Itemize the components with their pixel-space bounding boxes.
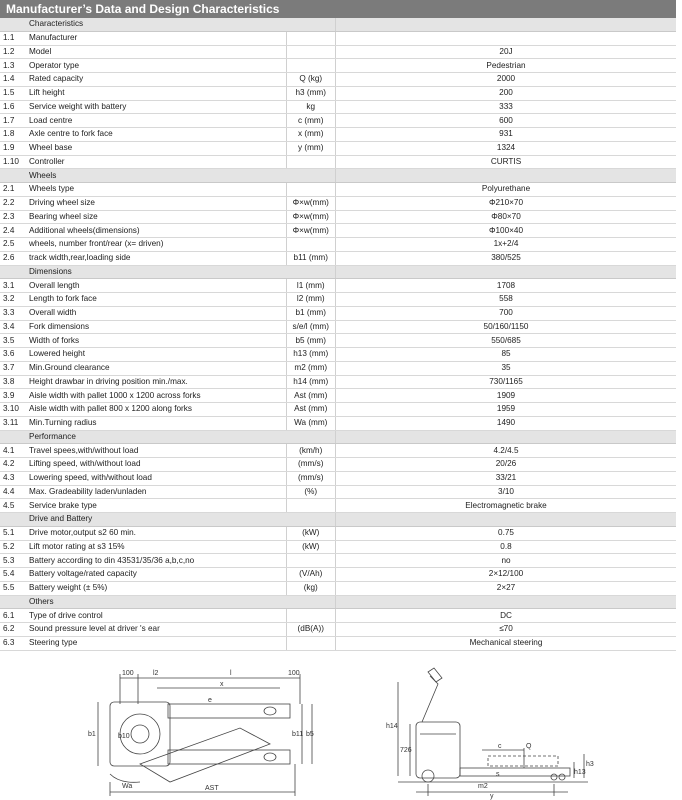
dim-b11: b11 (292, 731, 304, 738)
row-parameter: Bearing wheel size (26, 210, 286, 224)
dim-100-left: 100 (122, 670, 134, 677)
row-number: 4.5 (0, 499, 26, 513)
row-unit (286, 183, 336, 197)
row-value: 333 (336, 100, 677, 114)
dim-m2: m2 (478, 783, 488, 790)
row-value: no (336, 554, 677, 568)
row-value: 50/160/1150 (336, 320, 677, 334)
row-unit: (V/Ah) (286, 568, 336, 582)
row-parameter: Travel spees,with/without load (26, 444, 286, 458)
row-number: 4.3 (0, 471, 26, 485)
table-row (0, 306, 676, 320)
row-unit (286, 59, 336, 73)
table-row (0, 31, 676, 45)
row-unit: (mm/s) (286, 471, 336, 485)
row-parameter: Lift height (26, 86, 286, 100)
row-parameter: Width of forks (26, 334, 286, 348)
row-value: ≤70 (336, 623, 677, 637)
row-unit: (dB(A)) (286, 623, 336, 637)
row-parameter: Fork dimensions (26, 320, 286, 334)
dim-h3: h3 (586, 761, 594, 768)
row-number: 3.6 (0, 348, 26, 362)
row-number: 6.3 (0, 636, 26, 650)
section-title: Wheels (26, 169, 286, 183)
technical-drawings (0, 664, 682, 800)
row-number: 2.4 (0, 224, 26, 238)
dim-h13: h13 (574, 769, 586, 776)
row-unit: (kW) (286, 540, 336, 554)
row-value: Φ210×70 (336, 196, 677, 210)
dim-ast: AST (205, 785, 219, 792)
table-row (0, 210, 676, 224)
table-row (0, 196, 676, 210)
row-value: Mechanical steering (336, 636, 677, 650)
dim-c: c (498, 743, 502, 750)
row-value: 1324 (336, 141, 677, 155)
row-number: 3.3 (0, 306, 26, 320)
row-parameter: Overall width (26, 306, 286, 320)
row-unit: Φ×w(mm) (286, 196, 336, 210)
row-unit (286, 554, 336, 568)
row-number: 6.2 (0, 623, 26, 637)
row-number: 1.8 (0, 128, 26, 142)
row-value: 33/21 (336, 471, 677, 485)
table-row (0, 86, 676, 100)
row-unit: l1 (mm) (286, 279, 336, 293)
row-value: 2×12/100 (336, 568, 677, 582)
row-unit: x (mm) (286, 128, 336, 142)
row-number: 5.2 (0, 540, 26, 554)
row-unit: Φ×w(mm) (286, 224, 336, 238)
row-value: Polyurethane (336, 183, 677, 197)
row-parameter: track width,rear,loading side (26, 251, 286, 265)
row-value: Φ100×40 (336, 224, 677, 238)
table-row (0, 361, 676, 375)
section-spacer (336, 513, 677, 527)
row-parameter: Driving wheel size (26, 196, 286, 210)
row-value: 931 (336, 128, 677, 142)
row-parameter: Controller (26, 155, 286, 169)
row-number: 3.5 (0, 334, 26, 348)
row-unit: h13 (mm) (286, 348, 336, 362)
section-spacer (286, 513, 336, 527)
row-unit: (%) (286, 485, 336, 499)
row-parameter: Lowering speed, with/without load (26, 471, 286, 485)
row-parameter: Additional wheels(dimensions) (26, 224, 286, 238)
row-parameter: Battery voltage/rated capacity (26, 568, 286, 582)
dim-l: l (230, 670, 232, 677)
row-value: 3/10 (336, 485, 677, 499)
row-value: 20/26 (336, 458, 677, 472)
row-parameter: Aisle width with pallet 800 x 1200 along forks (26, 403, 286, 417)
row-number: 6.1 (0, 609, 26, 623)
table-row (0, 183, 676, 197)
table-row (0, 609, 676, 623)
section-spacer (336, 595, 677, 609)
section-spacer (286, 265, 336, 279)
table-row (0, 279, 676, 293)
row-number: 3.10 (0, 403, 26, 417)
row-number: 1.10 (0, 155, 26, 169)
row-parameter: Wheel base (26, 141, 286, 155)
dim-y: y (490, 793, 494, 800)
row-unit: l2 (mm) (286, 293, 336, 307)
spec-table (0, 18, 676, 651)
row-parameter: Overall length (26, 279, 286, 293)
row-parameter: Battery weight (± 5%) (26, 581, 286, 595)
section-header-row (0, 430, 676, 444)
section-spacer (336, 265, 677, 279)
row-parameter: Min.Turning radius (26, 416, 286, 430)
table-row (0, 499, 676, 513)
row-number: 2.1 (0, 183, 26, 197)
row-number: 3.7 (0, 361, 26, 375)
row-value: 730/1165 (336, 375, 677, 389)
row-parameter: Max. Gradeability laden/unladen (26, 485, 286, 499)
row-number: 4.1 (0, 444, 26, 458)
row-value: CURTIS (336, 155, 677, 169)
table-row (0, 485, 676, 499)
table-row (0, 375, 676, 389)
section-spacer (286, 169, 336, 183)
table-row (0, 73, 676, 87)
table-row (0, 526, 676, 540)
section-spacer (0, 169, 26, 183)
row-unit (286, 499, 336, 513)
row-number: 4.2 (0, 458, 26, 472)
row-parameter: Length to fork face (26, 293, 286, 307)
row-number: 5.4 (0, 568, 26, 582)
section-header-row (0, 265, 676, 279)
row-parameter: Lowered height (26, 348, 286, 362)
row-unit: m2 (mm) (286, 361, 336, 375)
row-unit (286, 238, 336, 252)
section-title: Characteristics (26, 18, 286, 31)
row-parameter: Service weight with battery (26, 100, 286, 114)
table-row (0, 100, 676, 114)
row-parameter: Service brake type (26, 499, 286, 513)
table-row (0, 114, 676, 128)
table-row (0, 224, 676, 238)
row-value: 20J (336, 45, 677, 59)
table-row (0, 251, 676, 265)
row-number: 3.1 (0, 279, 26, 293)
row-value: Φ80×70 (336, 210, 677, 224)
table-row (0, 238, 676, 252)
table-row (0, 141, 676, 155)
section-title: Dimensions (26, 265, 286, 279)
section-title: Performance (26, 430, 286, 444)
row-number: 5.5 (0, 581, 26, 595)
row-parameter: Lift motor rating at s3 15% (26, 540, 286, 554)
row-unit: c (mm) (286, 114, 336, 128)
row-number: 1.1 (0, 31, 26, 45)
section-header-row (0, 513, 676, 527)
row-unit: Φ×w(mm) (286, 210, 336, 224)
side-view-drawing (378, 664, 608, 800)
row-unit: (kW) (286, 526, 336, 540)
section-spacer (336, 169, 677, 183)
dim-b1: b1 (88, 731, 96, 738)
table-row (0, 636, 676, 650)
table-row (0, 403, 676, 417)
row-unit: Q (kg) (286, 73, 336, 87)
dim-l2: l2 (153, 670, 159, 677)
row-number: 1.6 (0, 100, 26, 114)
row-parameter: Manufacturer (26, 31, 286, 45)
row-number: 2.3 (0, 210, 26, 224)
table-row (0, 128, 676, 142)
table-row (0, 45, 676, 59)
table-row (0, 444, 676, 458)
section-spacer (0, 265, 26, 279)
section-spacer (286, 18, 336, 31)
row-unit: h3 (mm) (286, 86, 336, 100)
row-value: 558 (336, 293, 677, 307)
row-number: 3.4 (0, 320, 26, 334)
section-spacer (0, 430, 26, 444)
section-header-row (0, 169, 676, 183)
row-value: 85 (336, 348, 677, 362)
dim-x: x (220, 681, 224, 688)
row-number: 1.7 (0, 114, 26, 128)
row-parameter: Type of drive control (26, 609, 286, 623)
section-spacer (0, 18, 26, 31)
row-unit: b1 (mm) (286, 306, 336, 320)
row-value (336, 31, 677, 45)
row-parameter: Sound pressure level at driver 's ear (26, 623, 286, 637)
table-row (0, 416, 676, 430)
section-spacer (336, 430, 677, 444)
row-parameter: Model (26, 45, 286, 59)
table-row (0, 471, 676, 485)
table-row (0, 348, 676, 362)
row-value: 0.75 (336, 526, 677, 540)
row-number: 4.4 (0, 485, 26, 499)
spec-table-body (0, 18, 676, 650)
row-value: 600 (336, 114, 677, 128)
section-spacer (286, 430, 336, 444)
row-value: 550/685 (336, 334, 677, 348)
row-value: 200 (336, 86, 677, 100)
row-value: 2×27 (336, 581, 677, 595)
row-parameter: Steering type (26, 636, 286, 650)
row-value: 1x+2/4 (336, 238, 677, 252)
row-number: 5.1 (0, 526, 26, 540)
row-value: 2000 (336, 73, 677, 87)
row-number: 2.5 (0, 238, 26, 252)
row-parameter: Operator type (26, 59, 286, 73)
row-unit: y (mm) (286, 141, 336, 155)
table-row (0, 554, 676, 568)
section-title: Others (26, 595, 286, 609)
row-number: 2.2 (0, 196, 26, 210)
page-title: Manufacturer’s Data and Design Characteristics (0, 0, 676, 18)
row-unit (286, 636, 336, 650)
row-value: 700 (336, 306, 677, 320)
row-unit: kg (286, 100, 336, 114)
row-number: 3.2 (0, 293, 26, 307)
row-unit (286, 609, 336, 623)
section-header-row (0, 18, 676, 31)
row-parameter: Axle centre to fork face (26, 128, 286, 142)
section-header-row (0, 595, 676, 609)
table-row (0, 581, 676, 595)
dim-100-right: 100 (288, 670, 300, 677)
row-number: 3.8 (0, 375, 26, 389)
table-row (0, 320, 676, 334)
top-view-drawing (80, 664, 410, 800)
row-number: 1.5 (0, 86, 26, 100)
dim-726: 726 (400, 747, 412, 754)
row-parameter: Drive motor,output s2 60 min. (26, 526, 286, 540)
dim-b5: b5 (306, 731, 314, 738)
row-unit (286, 31, 336, 45)
section-spacer (0, 513, 26, 527)
section-spacer (0, 595, 26, 609)
row-value: 0.8 (336, 540, 677, 554)
table-row (0, 59, 676, 73)
table-row (0, 458, 676, 472)
row-unit: b5 (mm) (286, 334, 336, 348)
table-row (0, 568, 676, 582)
table-row (0, 155, 676, 169)
dim-s: s (496, 771, 500, 778)
row-parameter: Lifting speed, with/without load (26, 458, 286, 472)
dim-q: Q (526, 743, 532, 750)
table-row (0, 623, 676, 637)
row-parameter: Height drawbar in driving position min./max. (26, 375, 286, 389)
row-value: Electromagnetic brake (336, 499, 677, 513)
row-unit: (km/h) (286, 444, 336, 458)
row-unit: Ast (mm) (286, 403, 336, 417)
row-unit (286, 45, 336, 59)
row-unit: (kg) (286, 581, 336, 595)
section-spacer (286, 595, 336, 609)
row-parameter: Battery according to din 43531/35/36 a,b,c,no (26, 554, 286, 568)
row-number: 5.3 (0, 554, 26, 568)
row-parameter: Load centre (26, 114, 286, 128)
dim-e: e (208, 697, 212, 704)
row-parameter: Min.Ground clearance (26, 361, 286, 375)
table-row (0, 389, 676, 403)
row-number: 1.9 (0, 141, 26, 155)
row-parameter: Aisle width with pallet 1000 x 1200 across forks (26, 389, 286, 403)
row-value: 1959 (336, 403, 677, 417)
row-unit: h14 (mm) (286, 375, 336, 389)
section-title: Drive and Battery (26, 513, 286, 527)
row-number: 3.11 (0, 416, 26, 430)
row-unit: Wa (mm) (286, 416, 336, 430)
row-unit: b11 (mm) (286, 251, 336, 265)
dim-wa: Wa (122, 783, 133, 790)
row-unit: Ast (mm) (286, 389, 336, 403)
row-number: 2.6 (0, 251, 26, 265)
dim-b10: b10 (118, 733, 130, 740)
row-number: 1.4 (0, 73, 26, 87)
row-value: 380/525 (336, 251, 677, 265)
row-number: 1.3 (0, 59, 26, 73)
table-row (0, 293, 676, 307)
row-parameter: Wheels type (26, 183, 286, 197)
dim-h14: h14 (386, 723, 398, 730)
row-value: 4.2/4.5 (336, 444, 677, 458)
row-value: 1490 (336, 416, 677, 430)
row-value: Pedestrian (336, 59, 677, 73)
row-value: 1909 (336, 389, 677, 403)
row-parameter: wheels, number front/rear (x= driven) (26, 238, 286, 252)
row-value: 35 (336, 361, 677, 375)
row-unit: (mm/s) (286, 458, 336, 472)
row-value: 1708 (336, 279, 677, 293)
row-number: 1.2 (0, 45, 26, 59)
row-value: DC (336, 609, 677, 623)
row-unit (286, 155, 336, 169)
row-unit: s/e/l (mm) (286, 320, 336, 334)
table-row (0, 540, 676, 554)
row-parameter: Rated capacity (26, 73, 286, 87)
row-number: 3.9 (0, 389, 26, 403)
table-row (0, 334, 676, 348)
section-spacer (336, 18, 677, 31)
